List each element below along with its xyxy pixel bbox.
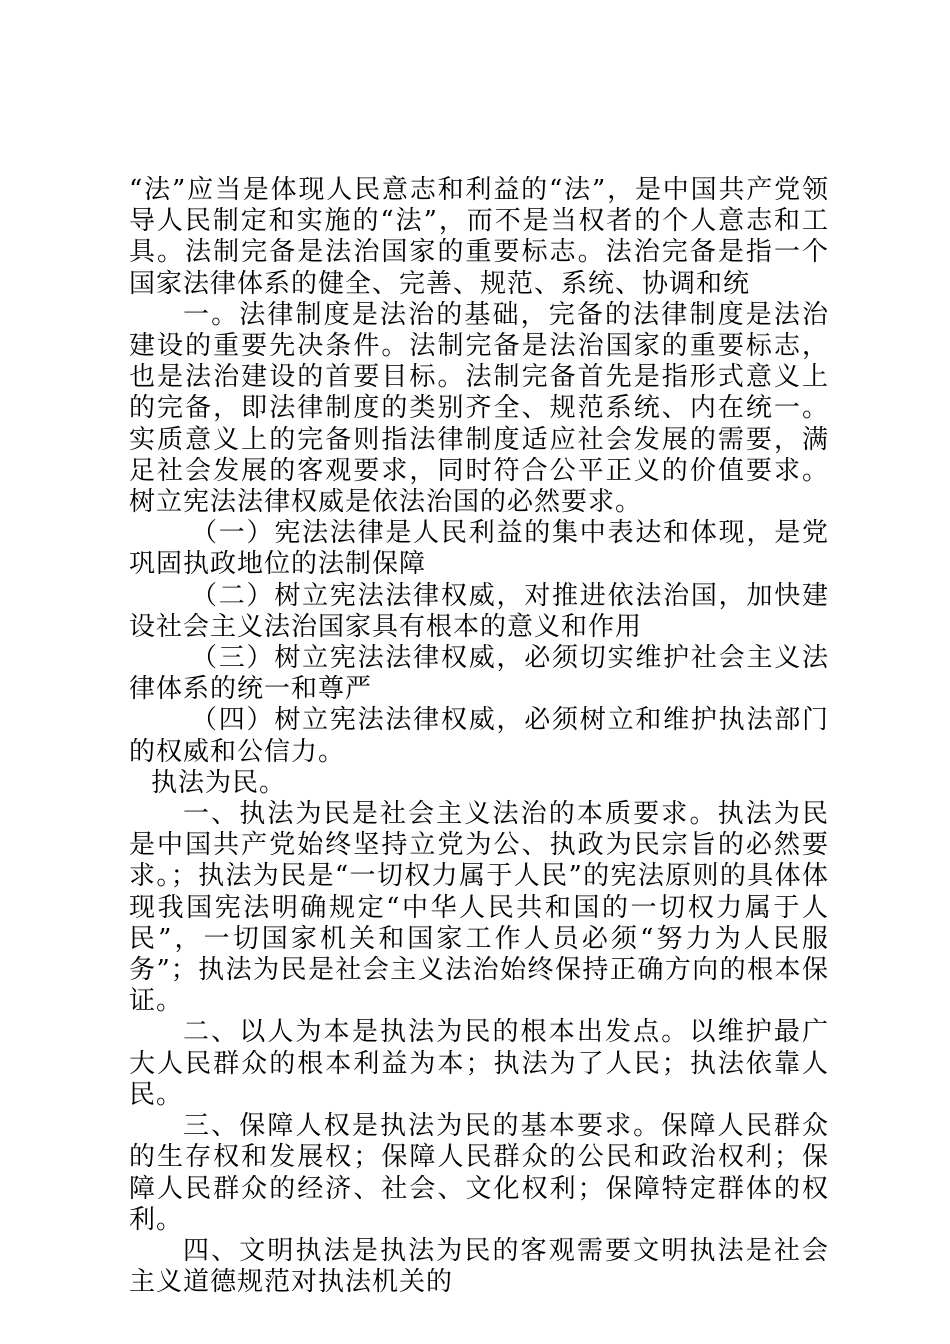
paragraph-4: （二）树立宪法法律权威，对推进依法治国，加快建设社会主义法治国家具有根本的意义和作用 bbox=[129, 580, 829, 642]
paragraph-8: 一、执法为民是社会主义法治的本质要求。执法为民是中国共产党始终坚持立党为公、执政为民宗旨的必然要求。；执法为民是“一切权力属于人民”的宪法原则的具体体现我国宪法明确规定“中华人民共和国的一切权力属于人民”，一切国家机关和国家工作人员必须“努力为人民服务”；执法为民是社会主义法治始终保持正确方向的根本保证。 bbox=[129, 799, 829, 1017]
paragraph-2: 一。法律制度是法治的基础，完备的法律制度是法治建设的重要先决条件。法制完备是法治国家的重要标志，也是法治建设的首要目标。法制完备首先是指形式意义上的完备，即法律制度的类别齐全、规范系统、内在统一。实质意义上的完备则指法律制度适应社会发展的需要，满足社会发展的客观要求，同时符合公平正义的价值要求。树立宪法法律权威是依法治国的必然要求。 bbox=[129, 299, 829, 518]
paragraph-6: （四）树立宪法法律权威，必须树立和维护执法部门的权威和公信力。 bbox=[129, 705, 829, 767]
paragraph-10: 三、保障人权是执法为民的基本要求。保障人民群众的生存权和发展权；保障人民群众的公民和政治权利；保障人民群众的经济、社会、文化权利；保障特定群体的权利。 bbox=[129, 1111, 829, 1235]
paragraph-3: （一）宪法法律是人民利益的集中表达和体现，是党巩固执政地位的法制保障 bbox=[129, 518, 829, 580]
paragraph-11: 四、文明执法是执法为民的客观需要文明执法是社会主义道德规范对执法机关的 bbox=[129, 1235, 829, 1298]
paragraph-7: 执法为民。 bbox=[151, 767, 287, 798]
paragraph-9: 二、以人为本是执法为民的根本出发点。以维护最广大人民群众的根本利益为本；执法为了人民；执法依靠人民。 bbox=[129, 1017, 829, 1110]
body-text bbox=[129, 175, 829, 1298]
paragraph-1: “法”应当是体现人民意志和利益的“法”，是中国共产党领导人民制定和实施的“法”，而不是当权者的个人意志和工具。法制完备是法治国家的重要标志。法治完备是指一个国家法律体系的健全、完善、规范、系统、协调和统 bbox=[129, 175, 829, 299]
paragraph-5: （三）树立宪法法律权威，必须切实维护社会主义法律体系的统一和尊严 bbox=[129, 643, 829, 705]
